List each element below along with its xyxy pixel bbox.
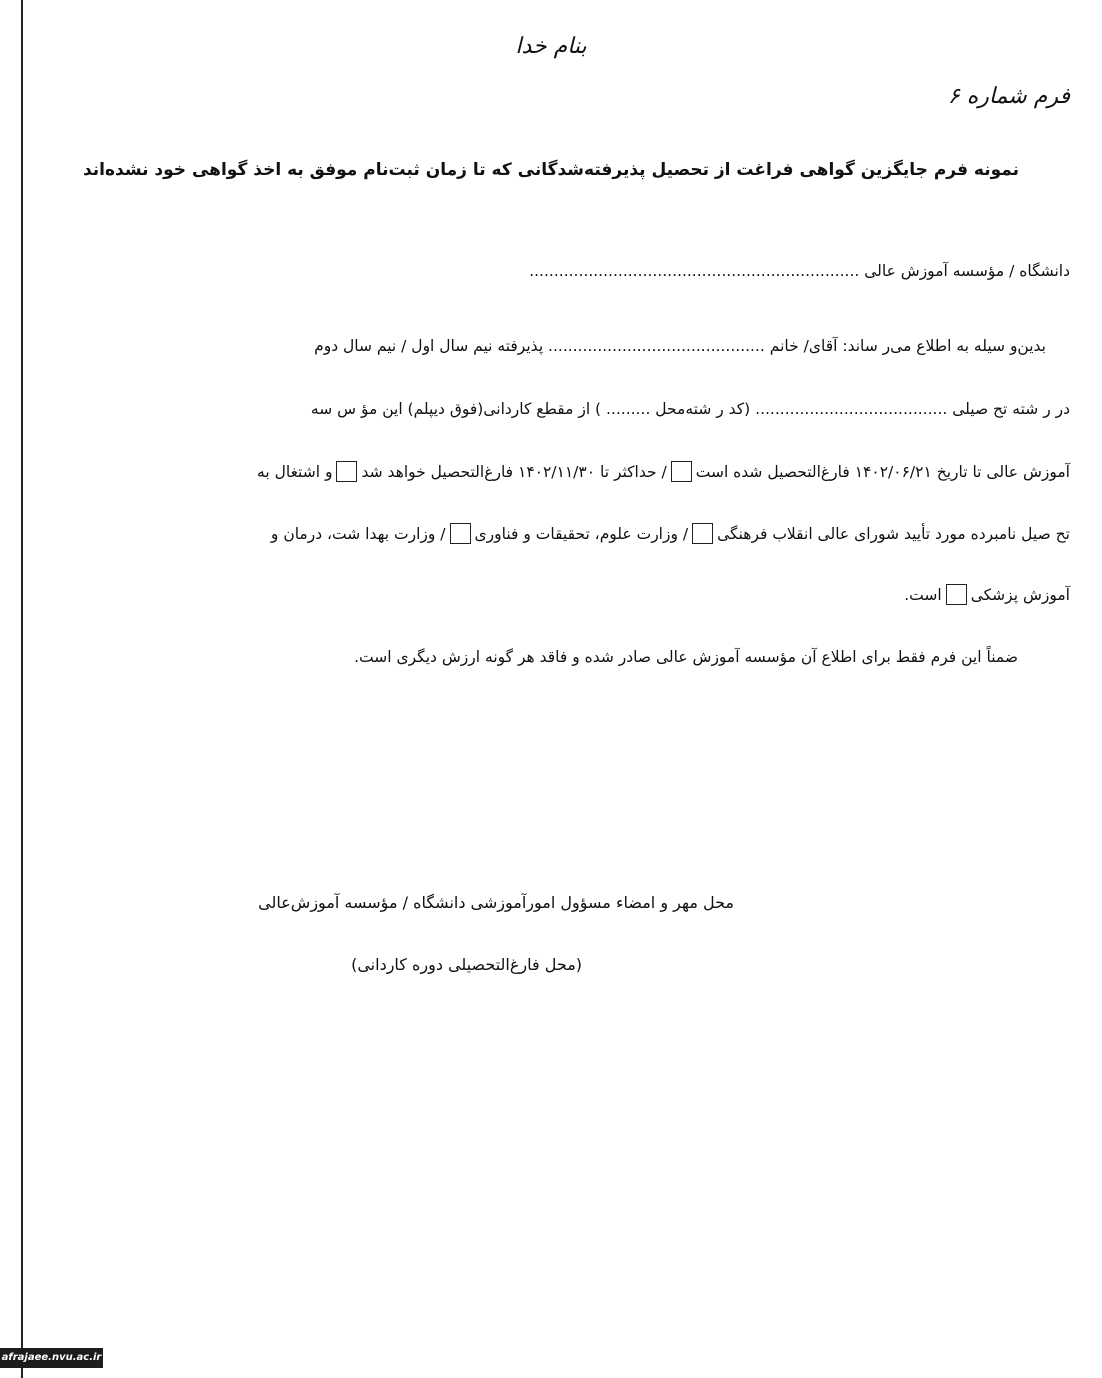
cultural-revolution-council-checkbox[interactable] [692,523,713,544]
form-number: فرم شماره ۶ [947,84,1070,109]
body-line-4-part-a: تح صیل نامبرده مورد تأیید شورای عالی انقلاب فرهنگی [717,524,1070,543]
body-line-4 [271,523,1070,544]
left-margin-rule [21,0,23,1378]
form-title: نمونه فرم جایگزین گواهی فراغت از تحصیل پذیرفته‌شدگانی که تا زمان ثبت‌نام موفق به اخذ گواهی خود نشده‌اند [82,160,1020,180]
graduation-place-line: (محل فارغ‌التحصیلی دوره کاردانی) [351,955,582,974]
institution-line: دانشگاه / مؤسسه آموزش عالی ................................................................... [529,262,1070,280]
body-line-3 [257,461,1070,482]
body-line-3-part-b: / حداکثر تا ۱۴۰۲/۱۱/۳۰ فارغ‌التحصیل خواهد شد [361,462,667,481]
body-line-3-part-a: آموزش عالی تا تاریخ ۱۴۰۲/۰۶/۲۱ فارغ‌التحصیل شده است [695,462,1070,481]
body-line-4-part-b: / وزارت علوم، تحقیقات و فناوری [474,524,689,543]
will-graduate-checkbox[interactable] [336,461,357,482]
body-line-5-part-b: است. [904,585,942,604]
body-line-5 [904,584,1070,605]
ministry-of-health-checkbox[interactable] [946,584,967,605]
body-line-5-part-a: آموزش پزشکی [970,585,1070,604]
body-line-4-part-c: / وزارت بهدا شت، درمان و [270,524,446,543]
body-line-2: در ر شته تح صیلی ....................................... (کد ر شته‌محل ......... ) از مقطع کاردانی(فوق دیپلم) این مؤ س سه [310,400,1070,418]
graduated-checkbox[interactable] [671,461,692,482]
basmala-heading: بنام خدا [515,34,587,59]
ministry-of-science-checkbox[interactable] [450,523,471,544]
body-line-3-part-c: و اشتغال به [257,462,333,481]
watermark-badge: afrajaee.nvu.ac.ir [0,1348,103,1368]
disclaimer-note: ضمناً این فرم فقط برای اطلاع آن مؤسسه آموزش عالی صادر شده و فاقد هر گونه ارزش دیگری است. [354,648,1018,666]
body-line-1: بدین‌و سیله به اطلاع می‌ر ساند: آقای/ خانم ............................................ پذیرفته نیم سال اول / نیم سال دوم [314,337,1046,355]
signature-place-line: محل مهر و امضاء مسؤول امورآموزشی دانشگاه / مؤسسه آموزش‌عالی [258,893,734,912]
